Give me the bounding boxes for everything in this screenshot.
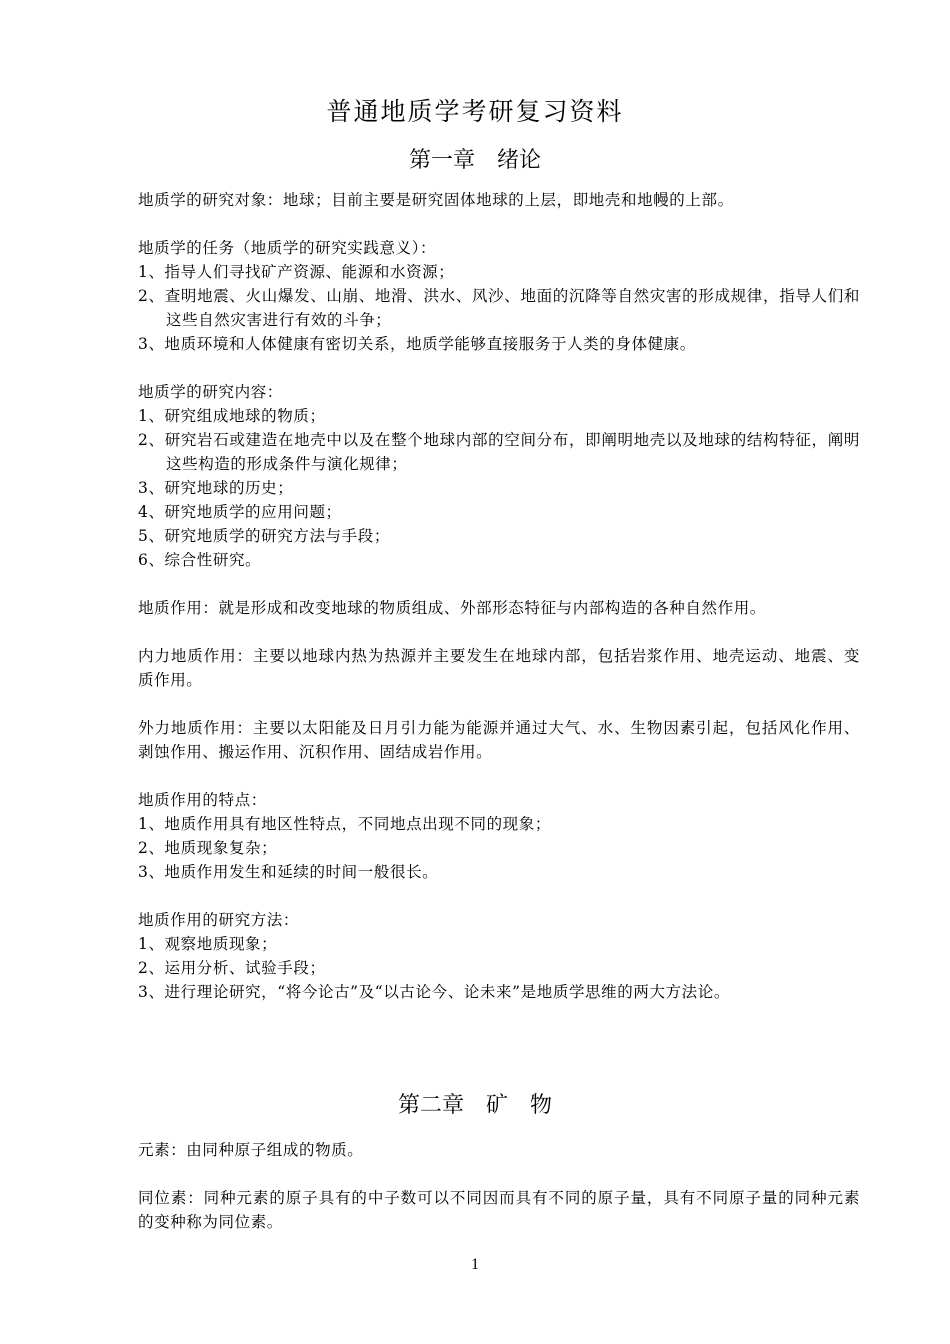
list-item: 2、研究岩石或建造在地壳中以及在整个地球内部的空间分布，即阐明地壳以及地球的结构特征，阐明这些构造的形成条件与演化规律； (138, 431, 860, 473)
list-item: 1、地质作用具有地区性特点，不同地点出现不同的现象； (138, 815, 551, 833)
list-item: 3、地质环境和人体健康有密切关系，地质学能够直接服务于人类的身体健康。 (138, 335, 696, 353)
features-section (138, 788, 860, 884)
isotope-paragraph: 同位素：同种元素的原子具有的中子数可以不同因而具有不同的原子量，具有不同原子量的同种元素的变种称为同位素。 (138, 1189, 860, 1231)
list-item: 3、地质作用发生和延续的时间一般很长。 (138, 863, 439, 881)
list-item: 2、查明地震、火山爆发、山崩、地滑、洪水、风沙、地面的沉降等自然灾害的形成规律，指导人们和这些自然灾害进行有效的斗争； (138, 287, 860, 329)
list-item: 5、研究地质学的研究方法与手段； (138, 527, 390, 545)
tasks-heading: 地质学的任务（地质学的研究实践意义）： (138, 239, 437, 257)
methods-section (138, 908, 860, 1004)
list-item: 1、指导人们寻找矿产资源、能源和水资源； (138, 263, 455, 281)
tasks-section (138, 236, 860, 356)
chapter-2-body (138, 1138, 860, 1258)
internal-action-paragraph: 内力地质作用：主要以地球内热为热源并主要发生在地球内部，包括岩浆作用、地壳运动、地震、变质作用。 (138, 647, 860, 689)
chapter-2-heading: 第二章 矿 物 (397, 1093, 552, 1118)
chapter-1-body (138, 188, 860, 1028)
list-item: 2、地质现象复杂； (138, 839, 278, 857)
element-paragraph: 元素：由同种原子组成的物质。 (138, 1141, 364, 1159)
list-item: 3、进行理论研究，“将今论古”及“以古论今、论未来”是地质学思维的两大方法论。 (138, 983, 730, 1001)
chapter-1-heading: 第一章 绪论 (408, 148, 541, 173)
page-number: 1 (471, 1256, 479, 1273)
list-item: 1、观察地质现象； (138, 935, 278, 953)
list-item: 2、运用分析、试验手段； (138, 959, 326, 977)
list-item: 1、研究组成地球的物质； (138, 407, 326, 425)
content-heading: 地质学的研究内容： (138, 383, 283, 401)
document-title: 普通地质学考研复习资料 (326, 97, 624, 126)
features-heading: 地质作用的特点： (138, 791, 267, 809)
research-object-paragraph: 地质学的研究对象：地球；目前主要是研究固体地球的上层，即地壳和地幔的上部。 (138, 191, 734, 209)
methods-heading: 地质作用的研究方法： (138, 911, 300, 929)
geological-action-paragraph: 地质作用：就是形成和改变地球的物质组成、外部形态特征与内部构造的各种自然作用。 (138, 599, 766, 617)
content-section (138, 380, 860, 572)
list-item: 6、综合性研究。 (138, 551, 262, 569)
external-action-paragraph: 外力地质作用：主要以太阳能及日月引力能为能源并通过大气、水、生物因素引起，包括风化作用、剥蚀作用、搬运作用、沉积作用、固结成岩作用。 (138, 719, 860, 761)
list-item: 4、研究地质学的应用问题； (138, 503, 342, 521)
list-item: 3、研究地球的历史； (138, 479, 294, 497)
